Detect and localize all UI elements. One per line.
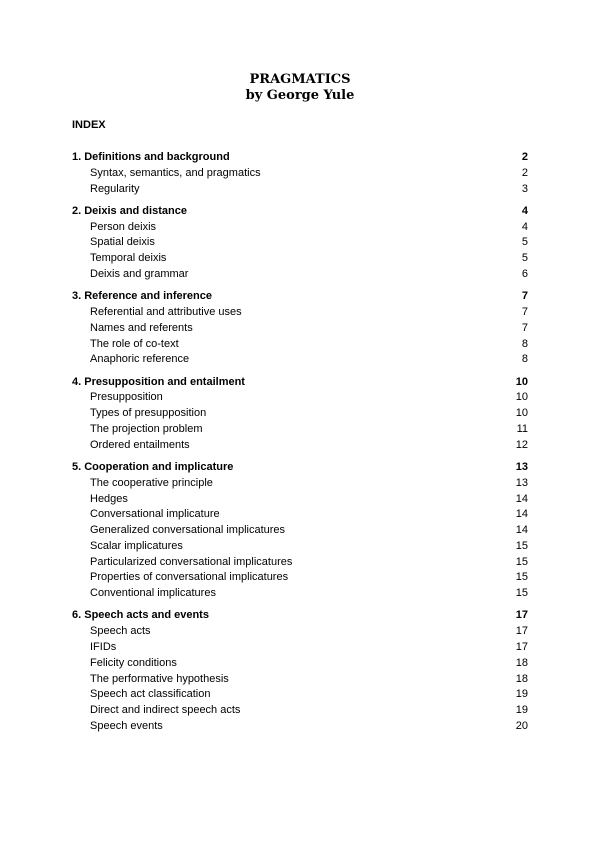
entry-label: 1. Definitions and background — [72, 151, 230, 163]
entry-label: Direct and indirect speech acts — [90, 704, 241, 717]
entry-label: Particularized conversational implicatures — [90, 555, 293, 568]
entry-page-number: 19 — [515, 688, 528, 701]
entry-label: The role of co-text — [90, 337, 179, 350]
toc-entry — [72, 570, 528, 586]
entry-page-number: 7 — [521, 290, 528, 303]
entry-page-number: 17 — [515, 625, 528, 638]
toc-entry — [72, 624, 528, 640]
entry-label: Scalar implicatures — [90, 539, 183, 552]
entry-label: Deixis and grammar — [90, 267, 189, 280]
entry-page-number: 15 — [515, 587, 528, 600]
entry-page-number: 5 — [521, 236, 528, 249]
toc-entry — [72, 523, 528, 539]
entry-page-number: 2 — [521, 166, 528, 179]
entry-page-number: 17 — [515, 609, 528, 622]
entry-label: Felicity conditions — [90, 656, 177, 669]
entry-label: Anaphoric reference — [90, 353, 190, 366]
entry-page-number: 10 — [515, 375, 528, 388]
entry-label: 4. Presupposition and entailment — [72, 375, 245, 388]
toc-entry — [72, 182, 528, 198]
toc-entry — [72, 422, 528, 438]
entry-label: Presupposition — [90, 391, 163, 404]
toc-entry — [72, 305, 528, 321]
entry-label: Hedges — [90, 492, 128, 505]
toc-entry — [72, 476, 528, 492]
entry-label: Spatial deixis — [90, 236, 155, 249]
toc-entry — [72, 352, 528, 368]
toc-entry — [72, 539, 528, 555]
toc-entry — [72, 672, 528, 688]
entry-label: 5. Cooperation and implicature — [72, 460, 234, 473]
toc-section — [72, 460, 528, 602]
entry-label: Generalized conversational implicatures — [90, 524, 286, 537]
entry-label: 3. Reference and inference — [72, 290, 213, 303]
entry-page-number: 17 — [515, 641, 528, 654]
toc-section — [72, 150, 528, 197]
entry-label: Referential and attributive uses — [90, 305, 242, 318]
toc-section — [72, 608, 528, 734]
entry-label: Ordered entailments — [90, 438, 190, 451]
toc-section-heading — [72, 608, 528, 624]
entry-page-number: 3 — [521, 182, 528, 195]
toc-section — [72, 204, 528, 283]
toc-entry — [72, 166, 528, 182]
entry-label: IFIDs — [90, 641, 117, 654]
entry-page-number: 14 — [515, 524, 528, 537]
entry-label: Speech act classification — [90, 688, 211, 701]
entry-page-number: 4 — [521, 220, 528, 233]
entry-page-number: 7 — [521, 321, 528, 334]
entry-page-number: 14 — [515, 508, 528, 521]
entry-label: Syntax, semantics, and pragmatics — [90, 166, 261, 179]
toc-entry — [72, 687, 528, 703]
toc-entry — [72, 507, 528, 523]
entry-label: Types of presupposition — [90, 407, 207, 420]
toc-entry — [72, 640, 528, 656]
entry-page-number: 14 — [515, 492, 528, 505]
toc-section-heading — [72, 204, 528, 220]
entry-label: Speech acts — [90, 625, 151, 638]
entry-page-number: 10 — [515, 391, 528, 404]
toc-entry — [72, 492, 528, 508]
entry-page-number: 13 — [515, 460, 528, 473]
entry-page-number: 4 — [521, 204, 528, 217]
entry-page-number: 20 — [515, 720, 528, 733]
toc-entry — [72, 555, 528, 571]
toc-section-heading — [72, 375, 528, 391]
toc-entry — [72, 438, 528, 454]
toc-entry — [72, 390, 528, 406]
toc-section-heading — [72, 460, 528, 476]
entry-page-number: 18 — [515, 672, 528, 685]
entry-page-number: 18 — [515, 656, 528, 669]
entry-page-number: 7 — [521, 305, 528, 318]
toc-entry — [72, 251, 528, 267]
entry-label: Person deixis — [90, 220, 157, 233]
document-title: PRAGMATICS — [249, 72, 351, 87]
entry-label: Properties of conversational implicatures — [90, 571, 289, 584]
entry-label: The cooperative principle — [90, 476, 213, 489]
entry-page-number: 15 — [515, 539, 528, 552]
entry-page-number: 6 — [521, 267, 528, 280]
toc-entry — [72, 235, 528, 251]
entry-page-number: 5 — [521, 252, 528, 265]
entry-label: The projection problem — [90, 422, 203, 435]
entry-label: Speech events — [90, 720, 163, 733]
entry-label: The performative hypothesis — [90, 672, 229, 685]
entry-page-number: 8 — [521, 337, 528, 350]
entry-page-number: 2 — [521, 151, 528, 163]
entry-page-number: 12 — [515, 438, 528, 451]
toc-entry — [72, 321, 528, 337]
entry-page-number: 13 — [515, 476, 528, 489]
entry-page-number: 11 — [516, 422, 528, 435]
entry-label: Regularity — [90, 182, 140, 195]
entry-page-number: 15 — [515, 571, 528, 584]
entry-label: Temporal deixis — [90, 252, 167, 265]
entry-label: Names and referents — [90, 321, 193, 334]
entry-page-number: 10 — [515, 407, 528, 420]
entry-label: 2. Deixis and distance — [72, 204, 187, 217]
toc-section — [72, 375, 528, 454]
toc-entry — [72, 656, 528, 672]
toc-entry — [72, 703, 528, 719]
entry-label: Conventional implicatures — [90, 587, 216, 600]
entry-page-number: 15 — [515, 555, 528, 568]
table-of-contents — [72, 150, 528, 741]
entry-label: 6. Speech acts and events — [72, 609, 209, 622]
index-heading: INDEX — [72, 119, 106, 131]
toc-entry — [72, 220, 528, 236]
toc-entry — [72, 267, 528, 283]
toc-section-heading — [72, 289, 528, 305]
toc-entry — [72, 406, 528, 422]
entry-page-number: 8 — [521, 353, 528, 366]
toc-entry — [72, 719, 528, 735]
toc-section — [72, 289, 528, 368]
toc-entry — [72, 586, 528, 602]
toc-section-heading — [72, 150, 528, 166]
entry-page-number: 19 — [515, 704, 528, 717]
toc-entry — [72, 337, 528, 353]
entry-label: Conversational implicature — [90, 508, 220, 521]
document-author: by George Yule — [245, 88, 355, 103]
